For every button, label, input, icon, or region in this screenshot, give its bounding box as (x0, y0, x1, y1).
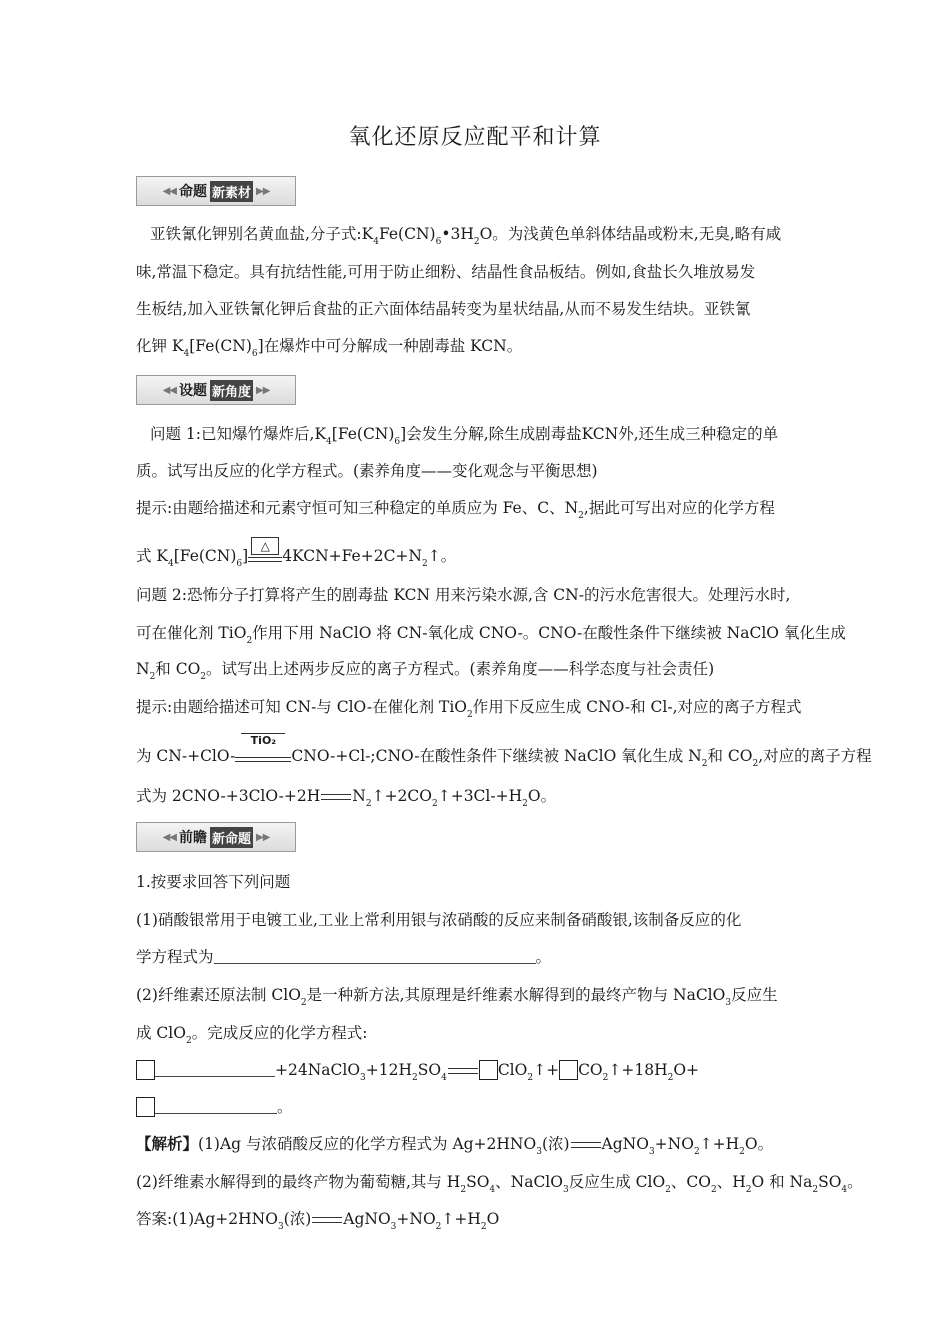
problem-heading: 1.按要求回答下列问题 (136, 873, 291, 891)
intro-line-2: 味,常温下稳定。具有抗结性能,可用于防止细粉、结晶性食品板结。例如,食盐长久堆放易发 (136, 263, 756, 281)
page-title: 氧化还原反应配平和计算 (348, 125, 602, 150)
banner-highlight: 新角度 (210, 380, 253, 401)
hint-2-line-3: 式为 2CNO-+3ClO-+2H $N_2↑+2CO_2↑+3Cl-+H_2O$。 (136, 787, 557, 809)
equals-arrow (321, 794, 351, 800)
hint-2-line-1: 提示:由题给描述可知 CN-与 ClO-在催化剂 TiO$_2$作用下反应生成 CNO-和 Cl-,对应的离子方程式 (136, 698, 802, 720)
equals-arrow (312, 1217, 342, 1223)
problem-part-2-line-2: 成 ClO$_2$。完成反应的化学方程式: (136, 1024, 368, 1046)
left-arrow-icon: ◀◀ (162, 831, 176, 843)
solution-line-2: (2)纤维素水解得到的最终产物为葡萄糖,其与 $H_2SO_4$、NaClO$_3$反应生成 ClO$_2$、$CO_2$、$H_2O$ 和 $Na_2SO_4$。 (136, 1173, 863, 1195)
banner-prefix: 命题 (178, 184, 207, 200)
left-arrow-icon: ◀◀ (162, 185, 176, 197)
equals-arrow (448, 1068, 478, 1074)
coefficient-box[interactable] (559, 1060, 578, 1080)
equation-line-1: $+24NaClO_3+12H_2SO_4$ ClO$_2$↑+ $CO_2↑+18H_2O+$ (136, 1060, 818, 1088)
problem-part-1-line-2: 学方程式为 。 (136, 948, 552, 966)
right-arrow-icon: ▶▶ (256, 185, 270, 197)
section-banner-new-question (136, 822, 296, 852)
banner-prefix: 设题 (178, 383, 207, 399)
formula-blank[interactable] (155, 1062, 275, 1077)
hint-1-line-2: 式 $K_4[Fe(CN)_6]$ △ $4KCN+Fe+2C+N_2↑$。 (136, 539, 457, 569)
intro-line-4: 化钾 $K_4[Fe(CN)_6]$在爆炸中可分解成一种剧毒盐 KCN。 (136, 337, 523, 359)
question-1-line-1: 问题 1:已知爆竹爆炸后$,K_4[Fe(CN)_6]$会发生分解,除生成剧毒盐KCN外,还生成三种稳定的单 (150, 425, 779, 447)
question-2-line-3: $N_2$和 $CO_2$。试写出上述两步反应的离子方程式。(素养角度——科学态度与社会责任) (136, 660, 715, 682)
question-2-line-2: 可在催化剂 TiO$_2$作用下用 NaClO 将 CN-氧化成 CNO-。CNO-在酸性条件下继续被 NaClO 氧化生成 (136, 624, 846, 646)
problem-part-2-line-1: (2)纤维素还原法制 ClO$_2$是一种新方法,其原理是纤维素水解得到的最终产物与 NaClO$_3$反应生 (136, 986, 778, 1008)
coefficient-box[interactable] (136, 1060, 155, 1080)
hint-2-line-2: 为 CN-+ClO- TiO₂ CNO-+Cl-;CNO-在酸性条件下继续被 NaClO 氧化生成 $N_2$和 $CO_2$,对应的离子方程 (136, 734, 872, 769)
solution-line-1: 【解析】(1)Ag 与浓硝酸反应的化学方程式为 $Ag+2HNO_3$(浓) $AgNO_3+NO_2↑+H_2O$。 (136, 1134, 774, 1157)
catalyst-condition-arrow: TiO₂ (235, 745, 291, 767)
left-arrow-icon: ◀◀ (162, 384, 176, 396)
intro-line-1: 亚铁氰化钾别名黄血盐,分子式$:K_4Fe(CN)_6•3H_2O$。为浅黄色单斜体结晶或粉末,无臭,略有咸 (150, 225, 782, 247)
section-banner-angle (136, 375, 296, 405)
right-arrow-icon: ▶▶ (256, 831, 270, 843)
problem-part-1-line-1: (1)硝酸银常用于电镀工业,工业上常利用银与浓硝酸的反应来制备硝酸银,该制备反应的化 (136, 911, 742, 929)
banner-highlight: 新命题 (210, 827, 253, 848)
question-2-line-1: 问题 2:恐怖分子打算将产生的剧毒盐 KCN 用来污染水源,含 CN-的污水危害很大。处理污水时, (136, 586, 791, 604)
heat-condition-arrow: △ (248, 545, 282, 567)
section-banner-material (136, 176, 296, 206)
banner-highlight: 新素材 (210, 181, 253, 202)
coefficient-box[interactable] (479, 1060, 498, 1080)
question-1-line-2: 质。试写出反应的化学方程式。(素养角度——变化观念与平衡思想) (136, 462, 598, 480)
intro-line-3: 生板结,加入亚铁氰化钾后食盐的正六面体结晶转变为星状结晶,从而不易发生结块。亚铁氰 (136, 300, 751, 318)
hint-1-line-1: 提示:由题给描述和元素守恒可知三种稳定的单质应为 Fe、C、$N_2$,据此可写出对应的化学方程 (136, 499, 775, 521)
coefficient-box[interactable] (136, 1097, 155, 1117)
banner-prefix: 前瞻 (178, 830, 207, 846)
equals-arrow (571, 1142, 601, 1148)
right-arrow-icon: ▶▶ (256, 384, 270, 396)
formula-blank[interactable] (155, 1099, 277, 1114)
answer-line: 答案$:(1)Ag+2HNO_3$(浓) $AgNO_3+NO_2↑+H_2O$ (136, 1210, 500, 1232)
answer-blank[interactable] (214, 949, 536, 964)
equation-line-2: 。 (136, 1097, 818, 1117)
